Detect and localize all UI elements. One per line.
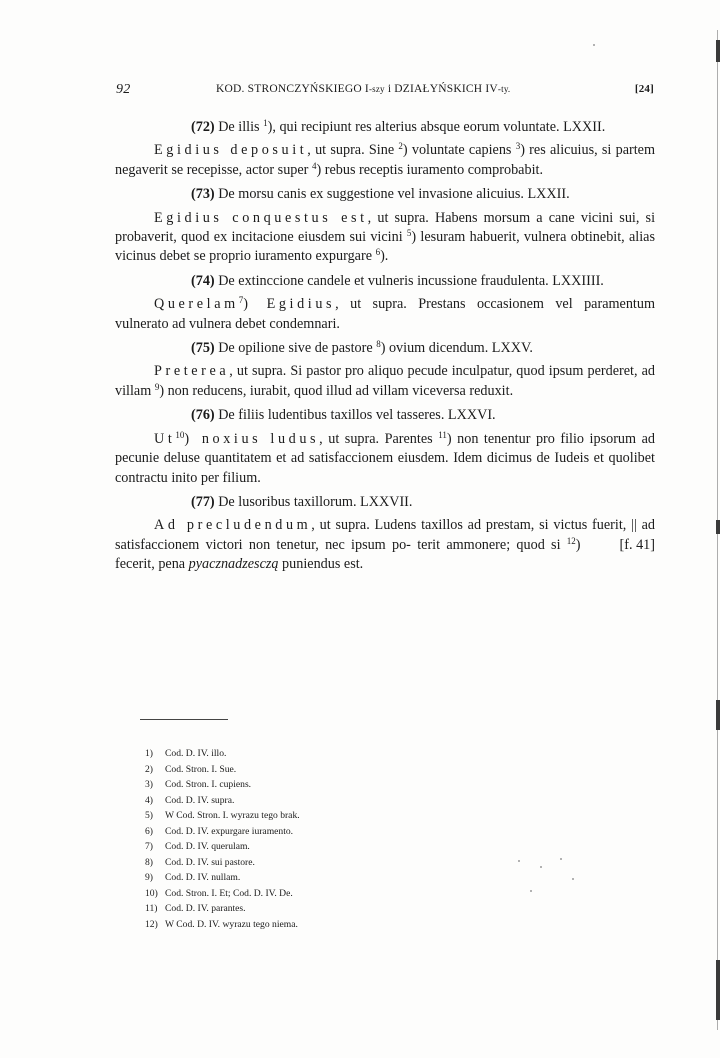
article-incipit: Querelam: [154, 296, 239, 313]
paper-speck: [540, 866, 542, 868]
article-incipit: Ad precludendum: [154, 517, 312, 534]
page-number: 92: [116, 82, 131, 97]
footnote: 1) Cod. D. IV. illo.: [145, 748, 227, 759]
paper-speck: [572, 878, 574, 880]
article-text: Egidius deposuit, ut supra. Sine $^2$) voluntate capiens $^3$) res alicuius, si partem negaverit se recepisse, actor super $^4$) rebus receptis iuramento comprobabit.: [115, 141, 656, 178]
footnote: 11) Cod. D. IV. parantes.: [145, 903, 246, 914]
article-text: Querelam$^7$) Egidius, ut supra. Prestans occasionem vel paramentum vulnerato ad vulnera debet condemnari.: [115, 295, 656, 332]
footnote: 5) W Cod. Stron. I. wyrazu tego brak.: [145, 810, 300, 821]
paper-speck: [530, 890, 532, 892]
article-number: (75): [191, 340, 215, 357]
folio-marker: [f. 41]: [619, 536, 655, 553]
footnote: 12) W Cod. D. IV. wyrazu tego niema.: [145, 918, 298, 930]
footnote: 6) Cod. D. IV. expurgare iuramento.: [145, 825, 294, 837]
article-incipit: Egidius conquestus est: [154, 209, 368, 226]
footnote-ref: 2: [398, 141, 403, 152]
page-edge-mark: [716, 520, 720, 534]
footnote: 4) Cod. D. IV. supra.: [145, 794, 235, 806]
article-rubric: (74) De extinccione candele et vulneris incussione fraudulenta. LXXIIII.: [191, 272, 604, 289]
running-header: [116, 82, 656, 102]
footnote: 3) Cod. Stron. I. cupiens.: [145, 779, 252, 790]
footnote-ref: 1: [263, 118, 268, 128]
article-incipit: Ut: [154, 430, 176, 447]
article-number: (76): [191, 407, 215, 424]
footnote: 9) Cod. D. IV. nullam.: [145, 872, 241, 883]
page-edge-mark: [716, 960, 720, 1020]
footnote: 2) Cod. Stron. I. Sue.: [145, 763, 237, 775]
paper-speck: [560, 858, 562, 860]
footnote: 10) Cod. Stron. I. Et; Cod. D. IV. De.: [145, 887, 293, 899]
article-number: (77): [191, 493, 215, 510]
footnote: 7) Cod. D. IV. querulam.: [145, 841, 250, 852]
footnote-separator: [140, 719, 228, 720]
paper-speck: [593, 44, 595, 46]
article-number: (74): [191, 272, 215, 289]
article-number: (72): [191, 119, 215, 135]
article-rubric: (72) De illis $^1$), qui recipiunt res alterius absque eorum voluntate. LXXII.: [191, 118, 606, 135]
article-rubric: (76) De filiis ludentibus taxillos vel tasseres. LXXVI.: [191, 407, 496, 424]
footnote-ref: 5: [406, 228, 412, 239]
paper-speck: [518, 860, 520, 862]
footnote-ref: 6: [375, 247, 381, 258]
article-rubric: (77) De lusoribus taxillorum. LXXVII.: [191, 493, 413, 510]
footnote-ref: 7: [238, 295, 244, 306]
article-text: Egidius conquestus est, ut supra. Habens morsum a cane vicini sui, si probaverit, quod ex incitacione eiusdem sui vicini $^5$) lesuram habuerit, vulnera obtinebit, alias vicinus debet se proprio iuramento expurgare $^6$).: [115, 209, 656, 265]
footnote-ref: 3: [515, 141, 521, 152]
footnote-ref: 10: [175, 429, 185, 440]
footnote-ref: 4: [311, 160, 317, 171]
article-text: Ut$^{10}$) noxius ludus, ut supra. Parentes $^{11}$) non tenentur pro filio ipsorum ad pecunie deluse quantitatem et ad satisfaccionem eiusdem. Idem dicimus de Iudeis et quolibet contractu inito per filium.: [115, 429, 655, 486]
article-incipit: Egidius deposuit: [154, 142, 308, 159]
footnote-ref: 8: [376, 339, 381, 350]
original-page-reference: [24]: [634, 83, 654, 95]
page-edge-mark: [716, 700, 720, 730]
article-number: (73): [191, 186, 215, 203]
footnotes: [145, 746, 505, 932]
article-incipit: Preterea: [154, 363, 230, 380]
footnote-ref: 12: [566, 535, 576, 546]
article-rubric: (73) De morsu canis ex suggestione vel invasione alicuius. LXXII.: [191, 186, 570, 203]
article-text: Preterea, ut supra. Si pastor pro aliquo pecude inculpatur, quod ipsum perderet, ad villam $^9$) non reducens, iurabit, quod illud ad villam viceversa reduxit.: [115, 363, 655, 399]
article-text: Ad precludendum, ut supra. Ludens taxillos ad prestam, si victus fuerit, || ad satisfaccionem victori non tenetur, nec ipsum po- [f. 41] terit ammonere; quod si $^{12}$) fecerit, pena pyacznadzesczą puniendus est.: [115, 517, 655, 573]
main-text: [115, 118, 655, 580]
article-rubric: (75) De opilione sive de pastore $^8$) ovium dicendum. LXXV.: [191, 339, 533, 357]
footnote-ref: 9: [154, 381, 160, 392]
footnote-ref: 11: [438, 429, 447, 440]
page-edge-mark: [716, 40, 720, 62]
footnote: 8) Cod. D. IV. sui pastore.: [145, 856, 255, 868]
running-title: KOD. STRONCZYŃSKIEGO I-szy i DZIAŁYŃSKICH IV-ty.: [216, 83, 511, 95]
polish-term: pyacznadzesczą: [188, 556, 279, 573]
